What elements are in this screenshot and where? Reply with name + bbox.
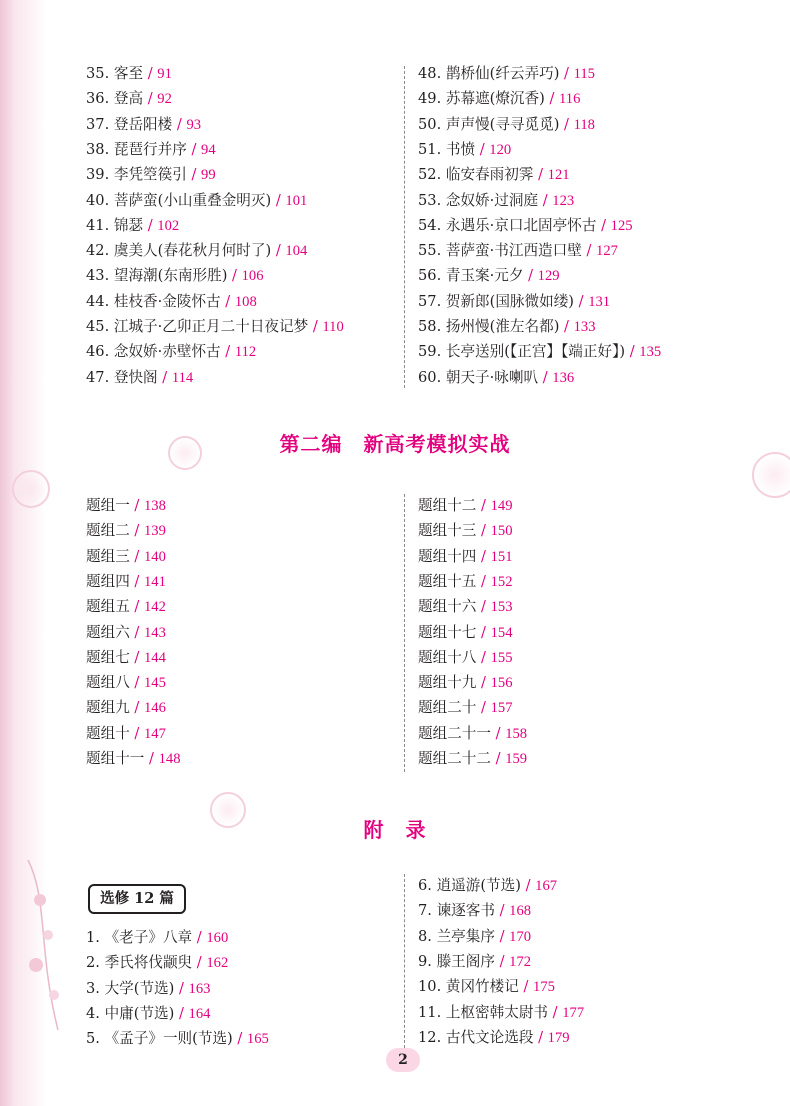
page-number: 138 [144, 498, 166, 514]
page-separator: / [308, 318, 323, 335]
page-separator: / [129, 522, 144, 540]
toc-entry[interactable] [418, 975, 555, 999]
entry-title: 题组十六 [418, 598, 477, 616]
page-number: 148 [158, 751, 181, 767]
entry-number: 1. [86, 929, 105, 946]
page-number: 155 [490, 649, 513, 666]
page-number: 170 [509, 928, 532, 945]
entry-number: 42. [86, 242, 114, 260]
page-number: 143 [144, 624, 166, 641]
page-separator: / [186, 166, 202, 184]
entry-number: 36. [86, 90, 114, 108]
page-number: 165 [246, 1031, 269, 1048]
page-number: 140 [144, 548, 166, 565]
page-separator: / [625, 343, 640, 361]
page-separator: / [520, 877, 536, 894]
page-number: 123 [552, 192, 575, 209]
entry-number: 47. [86, 368, 114, 386]
page-separator: / [548, 1003, 563, 1021]
column-divider [404, 66, 406, 388]
entry-title: 题组九 [86, 699, 130, 717]
page-separator: / [220, 292, 235, 310]
page-separator: / [518, 978, 534, 996]
page-number: 142 [144, 599, 166, 616]
bubble-decoration [12, 470, 50, 508]
page-number: 102 [157, 217, 180, 234]
page-separator: / [174, 1004, 189, 1022]
page-number: 150 [490, 523, 513, 540]
toc-entry[interactable] [418, 950, 531, 974]
page-separator: / [192, 929, 207, 946]
entry-number: 50. [418, 115, 446, 133]
appendix-title: 附 录 [363, 818, 427, 842]
page-separator: / [192, 954, 207, 972]
page-number: 151 [490, 548, 513, 565]
page-number: 135 [639, 344, 662, 361]
column-divider [404, 494, 406, 772]
entry-number: 56. [418, 267, 446, 285]
toc-entry[interactable] [418, 696, 512, 720]
toc-entry[interactable] [418, 315, 596, 339]
entry-number: 48. [418, 65, 446, 82]
entry-number: 10. [418, 978, 446, 996]
toc-entry[interactable] [86, 722, 166, 746]
page-separator: / [476, 648, 491, 666]
bubble-decoration [752, 452, 790, 498]
entry-number: 12. [418, 1028, 446, 1046]
entry-title: 黄冈竹楼记 [445, 978, 519, 996]
page-separator: / [544, 90, 560, 108]
toc-entry[interactable] [418, 874, 557, 898]
entry-number: 45. [86, 318, 114, 335]
page-separator: / [129, 623, 144, 641]
page-number: 162 [206, 955, 229, 972]
entry-number: 4. [86, 1004, 105, 1022]
page-number: 116 [559, 91, 581, 108]
page-separator: / [596, 216, 611, 234]
page-separator: / [476, 572, 491, 590]
entry-title: 题组一 [86, 497, 130, 514]
page-number: 145 [144, 675, 166, 692]
page-number: 115 [573, 66, 595, 82]
entry-title: 江城子·乙卯正月二十日夜记梦 [113, 318, 309, 335]
page-number: 147 [144, 725, 166, 742]
toc-entry[interactable] [418, 570, 512, 594]
page-separator: / [174, 979, 189, 997]
toc-entry[interactable] [418, 646, 512, 670]
toc-entry[interactable] [418, 163, 570, 187]
entry-title: 长亭送别(【正宫】【端正好】) [445, 343, 626, 361]
toc-entry[interactable] [86, 977, 210, 1001]
entry-title: 题组四 [86, 572, 130, 590]
toc-entry[interactable] [418, 1001, 584, 1025]
page-separator: / [476, 623, 491, 641]
page-separator: / [143, 65, 158, 82]
toc-entry[interactable] [86, 494, 166, 518]
toc-entry[interactable] [418, 519, 512, 543]
entry-title: 登高 [113, 90, 144, 108]
entry-title: 题组二十 [418, 699, 477, 717]
page-separator: / [129, 648, 144, 666]
entry-title: 题组十七 [418, 623, 477, 641]
entry-title: 登快阁 [113, 368, 158, 386]
page-number: 121 [547, 167, 570, 184]
entry-title: 望海潮(东南形胜) [113, 267, 228, 285]
toc-entry[interactable] [86, 214, 179, 238]
entry-number: 52. [418, 166, 446, 184]
entry-title: 题组十八 [418, 648, 477, 666]
page-number: 163 [188, 980, 211, 997]
toc-entry[interactable] [86, 696, 166, 720]
toc-entry[interactable] [86, 138, 216, 162]
page-number: 175 [533, 979, 555, 996]
page-number: 106 [241, 268, 264, 285]
page-number: 101 [285, 192, 308, 209]
entry-number: 2. [86, 954, 105, 972]
page-number: 160 [206, 930, 229, 946]
entry-title: 念奴娇·赤壁怀古 [113, 343, 221, 361]
page-number: 172 [509, 953, 532, 970]
page-number: 129 [537, 268, 560, 285]
page-number: 146 [144, 700, 166, 717]
entry-title: 李凭箜篌引 [113, 166, 187, 184]
entry-title: 大学(节选) [104, 979, 175, 997]
toc-entry[interactable] [418, 62, 595, 86]
toc-entry[interactable] [418, 925, 531, 949]
toc-entry[interactable] [418, 290, 610, 314]
entry-number: 44. [86, 292, 114, 310]
toc-entry[interactable] [86, 340, 256, 364]
page-separator: / [475, 140, 490, 158]
page-separator: / [559, 65, 574, 82]
page-separator: / [227, 267, 242, 285]
toc-entry[interactable] [418, 340, 661, 364]
entry-title: 上枢密韩太尉书 [445, 1003, 549, 1021]
toc-entry[interactable] [86, 570, 166, 594]
page-separator: / [574, 292, 589, 310]
entry-title: 兰亭集序 [436, 927, 495, 945]
entry-title: 题组十 [86, 724, 130, 742]
toc-entry[interactable] [86, 747, 180, 771]
entry-title: 谏逐客书 [436, 902, 495, 920]
toc-entry[interactable] [86, 113, 201, 137]
page-number-badge: 2 [386, 1048, 420, 1072]
page-separator: / [533, 166, 548, 184]
page-number: 112 [234, 344, 257, 361]
page-number: 92 [157, 91, 172, 108]
entry-title: 书愤 [445, 140, 476, 158]
entry-number: 37. [86, 115, 114, 133]
entry-title: 中庸(节选) [104, 1004, 175, 1022]
page-number: 114 [171, 369, 194, 386]
toc-entry[interactable] [86, 62, 172, 86]
page-number: 158 [505, 725, 528, 742]
toc-entry[interactable] [418, 264, 560, 288]
entry-number: 38. [86, 140, 114, 158]
page-number: 94 [201, 141, 216, 158]
page-number: 159 [505, 751, 528, 767]
toc-entry[interactable] [86, 87, 172, 111]
entry-title: 桂枝香·金陵怀古 [113, 292, 221, 310]
entry-title: 苏幕遮(燎沉香) [445, 90, 545, 108]
page-separator: / [476, 547, 491, 565]
page-number: 91 [157, 66, 172, 82]
toc-entry[interactable] [418, 722, 527, 746]
page-separator: / [232, 1030, 247, 1048]
page-number: 153 [490, 599, 513, 616]
page-separator: / [476, 522, 491, 540]
page-separator: / [143, 216, 158, 234]
page-number: 168 [509, 903, 532, 920]
toc-entry[interactable] [86, 189, 307, 213]
entry-title: 古代文论选段 [445, 1028, 534, 1046]
entry-title: 琵琶行并序 [113, 140, 187, 158]
toc-entry[interactable] [86, 366, 193, 390]
entry-number: 3. [86, 979, 105, 997]
entry-title: 季氏将伐颛臾 [104, 954, 193, 972]
entry-title: 锦瑟 [113, 216, 144, 234]
page-separator: / [476, 674, 491, 692]
entry-number: 5. [86, 1030, 105, 1048]
toc-entry[interactable] [418, 621, 512, 645]
page-number: 157 [490, 700, 513, 717]
page-separator: / [129, 699, 144, 717]
toc-entry[interactable] [418, 494, 512, 518]
entry-number: 35. [86, 65, 114, 82]
flower-decoration [18, 860, 88, 1030]
page-separator: / [129, 547, 144, 565]
entry-number: 60. [418, 368, 446, 386]
entry-title: 声声慢(寻寻觅觅) [445, 115, 560, 133]
entry-number: 57. [418, 292, 446, 310]
page-separator: / [581, 242, 597, 260]
toc-entry[interactable] [418, 1026, 570, 1050]
page-separator: / [143, 90, 158, 108]
entry-number: 40. [86, 191, 114, 209]
page-separator: / [271, 242, 286, 260]
page-number: 179 [547, 1029, 570, 1046]
toc-entry[interactable] [86, 1002, 210, 1026]
page-separator: / [494, 927, 510, 945]
toc-entry[interactable] [418, 138, 511, 162]
page-separator: / [271, 191, 286, 209]
toc-entry[interactable] [418, 214, 633, 238]
page-number: 144 [144, 649, 166, 666]
entry-title: 题组二十一 [418, 724, 491, 742]
section-title: 第二编 新高考模拟实战 [279, 432, 511, 456]
toc-entry[interactable] [86, 621, 166, 645]
entry-title: 题组二 [86, 522, 130, 540]
entry-number: 55. [418, 242, 446, 260]
entry-number: 51. [418, 140, 446, 158]
page-separator: / [523, 267, 538, 285]
toc-entry[interactable] [86, 239, 307, 263]
entry-title: 念奴娇·过洞庭 [445, 191, 539, 209]
entry-title: 题组五 [86, 598, 130, 616]
page-number: 99 [201, 167, 216, 184]
curtain-shade [0, 0, 14, 1106]
entry-title: 《孟子》一则(节选) [104, 1030, 233, 1048]
page-number: 149 [490, 498, 513, 514]
page-separator: / [129, 674, 144, 692]
entry-number: 41. [86, 216, 114, 234]
entry-title: 题组十四 [418, 547, 477, 565]
toc-entry[interactable] [86, 646, 166, 670]
toc-entry[interactable] [418, 366, 574, 390]
page-number: 104 [285, 243, 308, 260]
entry-number: 54. [418, 216, 446, 234]
entry-number: 6. [418, 877, 437, 894]
toc-entry[interactable] [86, 545, 166, 569]
entry-title: 临安春雨初霁 [445, 166, 534, 184]
toc-entry[interactable] [86, 1027, 269, 1051]
page-separator: / [172, 115, 187, 133]
page-separator: / [129, 572, 144, 590]
entry-title: 菩萨蛮·书江西造口壁 [445, 242, 582, 260]
entry-number: 43. [86, 267, 114, 285]
page-number: 131 [588, 293, 611, 310]
page-separator: / [144, 750, 159, 767]
page-number: 93 [186, 116, 202, 133]
entry-number: 53. [418, 191, 446, 209]
entry-title: 菩萨蛮(小山重叠金明灭) [113, 191, 272, 209]
page-separator: / [157, 368, 172, 386]
page-separator: / [559, 318, 574, 335]
page-separator: / [476, 598, 491, 616]
toc-entry[interactable] [418, 545, 512, 569]
page-separator: / [476, 699, 491, 717]
page-separator: / [186, 140, 202, 158]
page-separator: / [129, 497, 144, 514]
page-number: 154 [490, 624, 513, 641]
toc-entry[interactable] [418, 113, 595, 137]
page-separator: / [220, 343, 235, 361]
entry-number: 49. [418, 90, 446, 108]
page-number: 139 [144, 523, 166, 540]
entry-number: 11. [418, 1003, 446, 1021]
page-separator: / [533, 1028, 548, 1046]
entry-title: 题组二十二 [418, 750, 491, 767]
entry-title: 贺新郎(国脉微如缕) [445, 292, 574, 310]
page-separator: / [494, 902, 510, 920]
elective-box-label: 选修 12 篇 [88, 884, 186, 914]
toc-entry[interactable] [86, 951, 228, 975]
entry-title: 题组七 [86, 648, 130, 666]
entry-title: 扬州慢(淮左名都) [445, 318, 560, 335]
toc-entry[interactable] [86, 163, 216, 187]
entry-title: 朝天子·咏喇叭 [445, 368, 539, 386]
page-number: 164 [188, 1005, 211, 1022]
entry-number: 8. [418, 927, 437, 945]
page-number: 133 [573, 319, 596, 335]
page-separator: / [129, 598, 144, 616]
page-separator: / [538, 191, 553, 209]
entry-title: 永遇乐·京口北固亭怀古 [445, 216, 597, 234]
page-separator: / [538, 368, 553, 386]
entry-number: 39. [86, 166, 114, 184]
toc-entry[interactable] [418, 595, 512, 619]
toc-entry[interactable] [418, 189, 574, 213]
page-separator: / [129, 724, 144, 742]
entry-title: 题组十一 [86, 750, 145, 767]
entry-number: 9. [418, 952, 437, 970]
page-number: 136 [552, 369, 575, 386]
entry-title: 客至 [113, 65, 144, 82]
entry-title: 题组十二 [418, 497, 477, 514]
page-number: 125 [610, 217, 633, 234]
entry-title: 题组三 [86, 547, 130, 565]
entry-number: 7. [418, 902, 437, 920]
toc-entry[interactable] [86, 671, 166, 695]
toc-entry[interactable] [418, 899, 531, 923]
page-separator: / [559, 115, 574, 133]
page-separator: / [490, 750, 506, 767]
page-number: 167 [535, 878, 558, 894]
entry-title: 题组六 [86, 623, 130, 641]
page-number: 127 [596, 243, 618, 260]
entry-title: 《老子》八章 [104, 929, 193, 946]
toc-entry[interactable] [418, 239, 618, 263]
entry-title: 虞美人(春花秋月何时了) [113, 242, 272, 260]
toc-entry[interactable] [418, 747, 527, 771]
toc-entry[interactable] [418, 671, 512, 695]
toc-entry[interactable] [86, 595, 166, 619]
page-separator: / [490, 724, 506, 742]
page-number: 152 [490, 573, 513, 590]
toc-entry[interactable] [418, 87, 580, 111]
entry-title: 登岳阳楼 [113, 115, 173, 133]
page-number: 156 [490, 675, 513, 692]
entry-title: 逍遥游(节选) [436, 877, 521, 894]
entry-title: 题组八 [86, 674, 130, 692]
page-number: 118 [573, 116, 595, 133]
entry-number: 58. [418, 318, 446, 335]
entry-title: 题组十五 [418, 572, 477, 590]
page-number: 120 [489, 141, 512, 158]
toc-entry[interactable] [86, 926, 228, 950]
entry-title: 题组十九 [418, 674, 477, 692]
entry-number: 46. [86, 343, 114, 361]
column-divider [404, 874, 406, 1048]
page-number: 108 [234, 293, 257, 310]
page-number: 177 [562, 1004, 585, 1021]
page-separator: / [476, 497, 491, 514]
entry-title: 滕王阁序 [436, 952, 495, 970]
entry-title: 题组十三 [418, 522, 477, 540]
toc-entry[interactable] [86, 519, 166, 543]
entry-title: 青玉案·元夕 [445, 267, 524, 285]
page-number: 110 [322, 319, 344, 335]
page-separator: / [494, 952, 510, 970]
toc-entry[interactable] [86, 315, 344, 339]
toc-entry[interactable] [86, 290, 257, 314]
page-number: 141 [144, 573, 166, 590]
entry-title: 鹊桥仙(纤云弄巧) [445, 65, 560, 82]
entry-number: 59. [418, 343, 446, 361]
toc-entry[interactable] [86, 264, 264, 288]
